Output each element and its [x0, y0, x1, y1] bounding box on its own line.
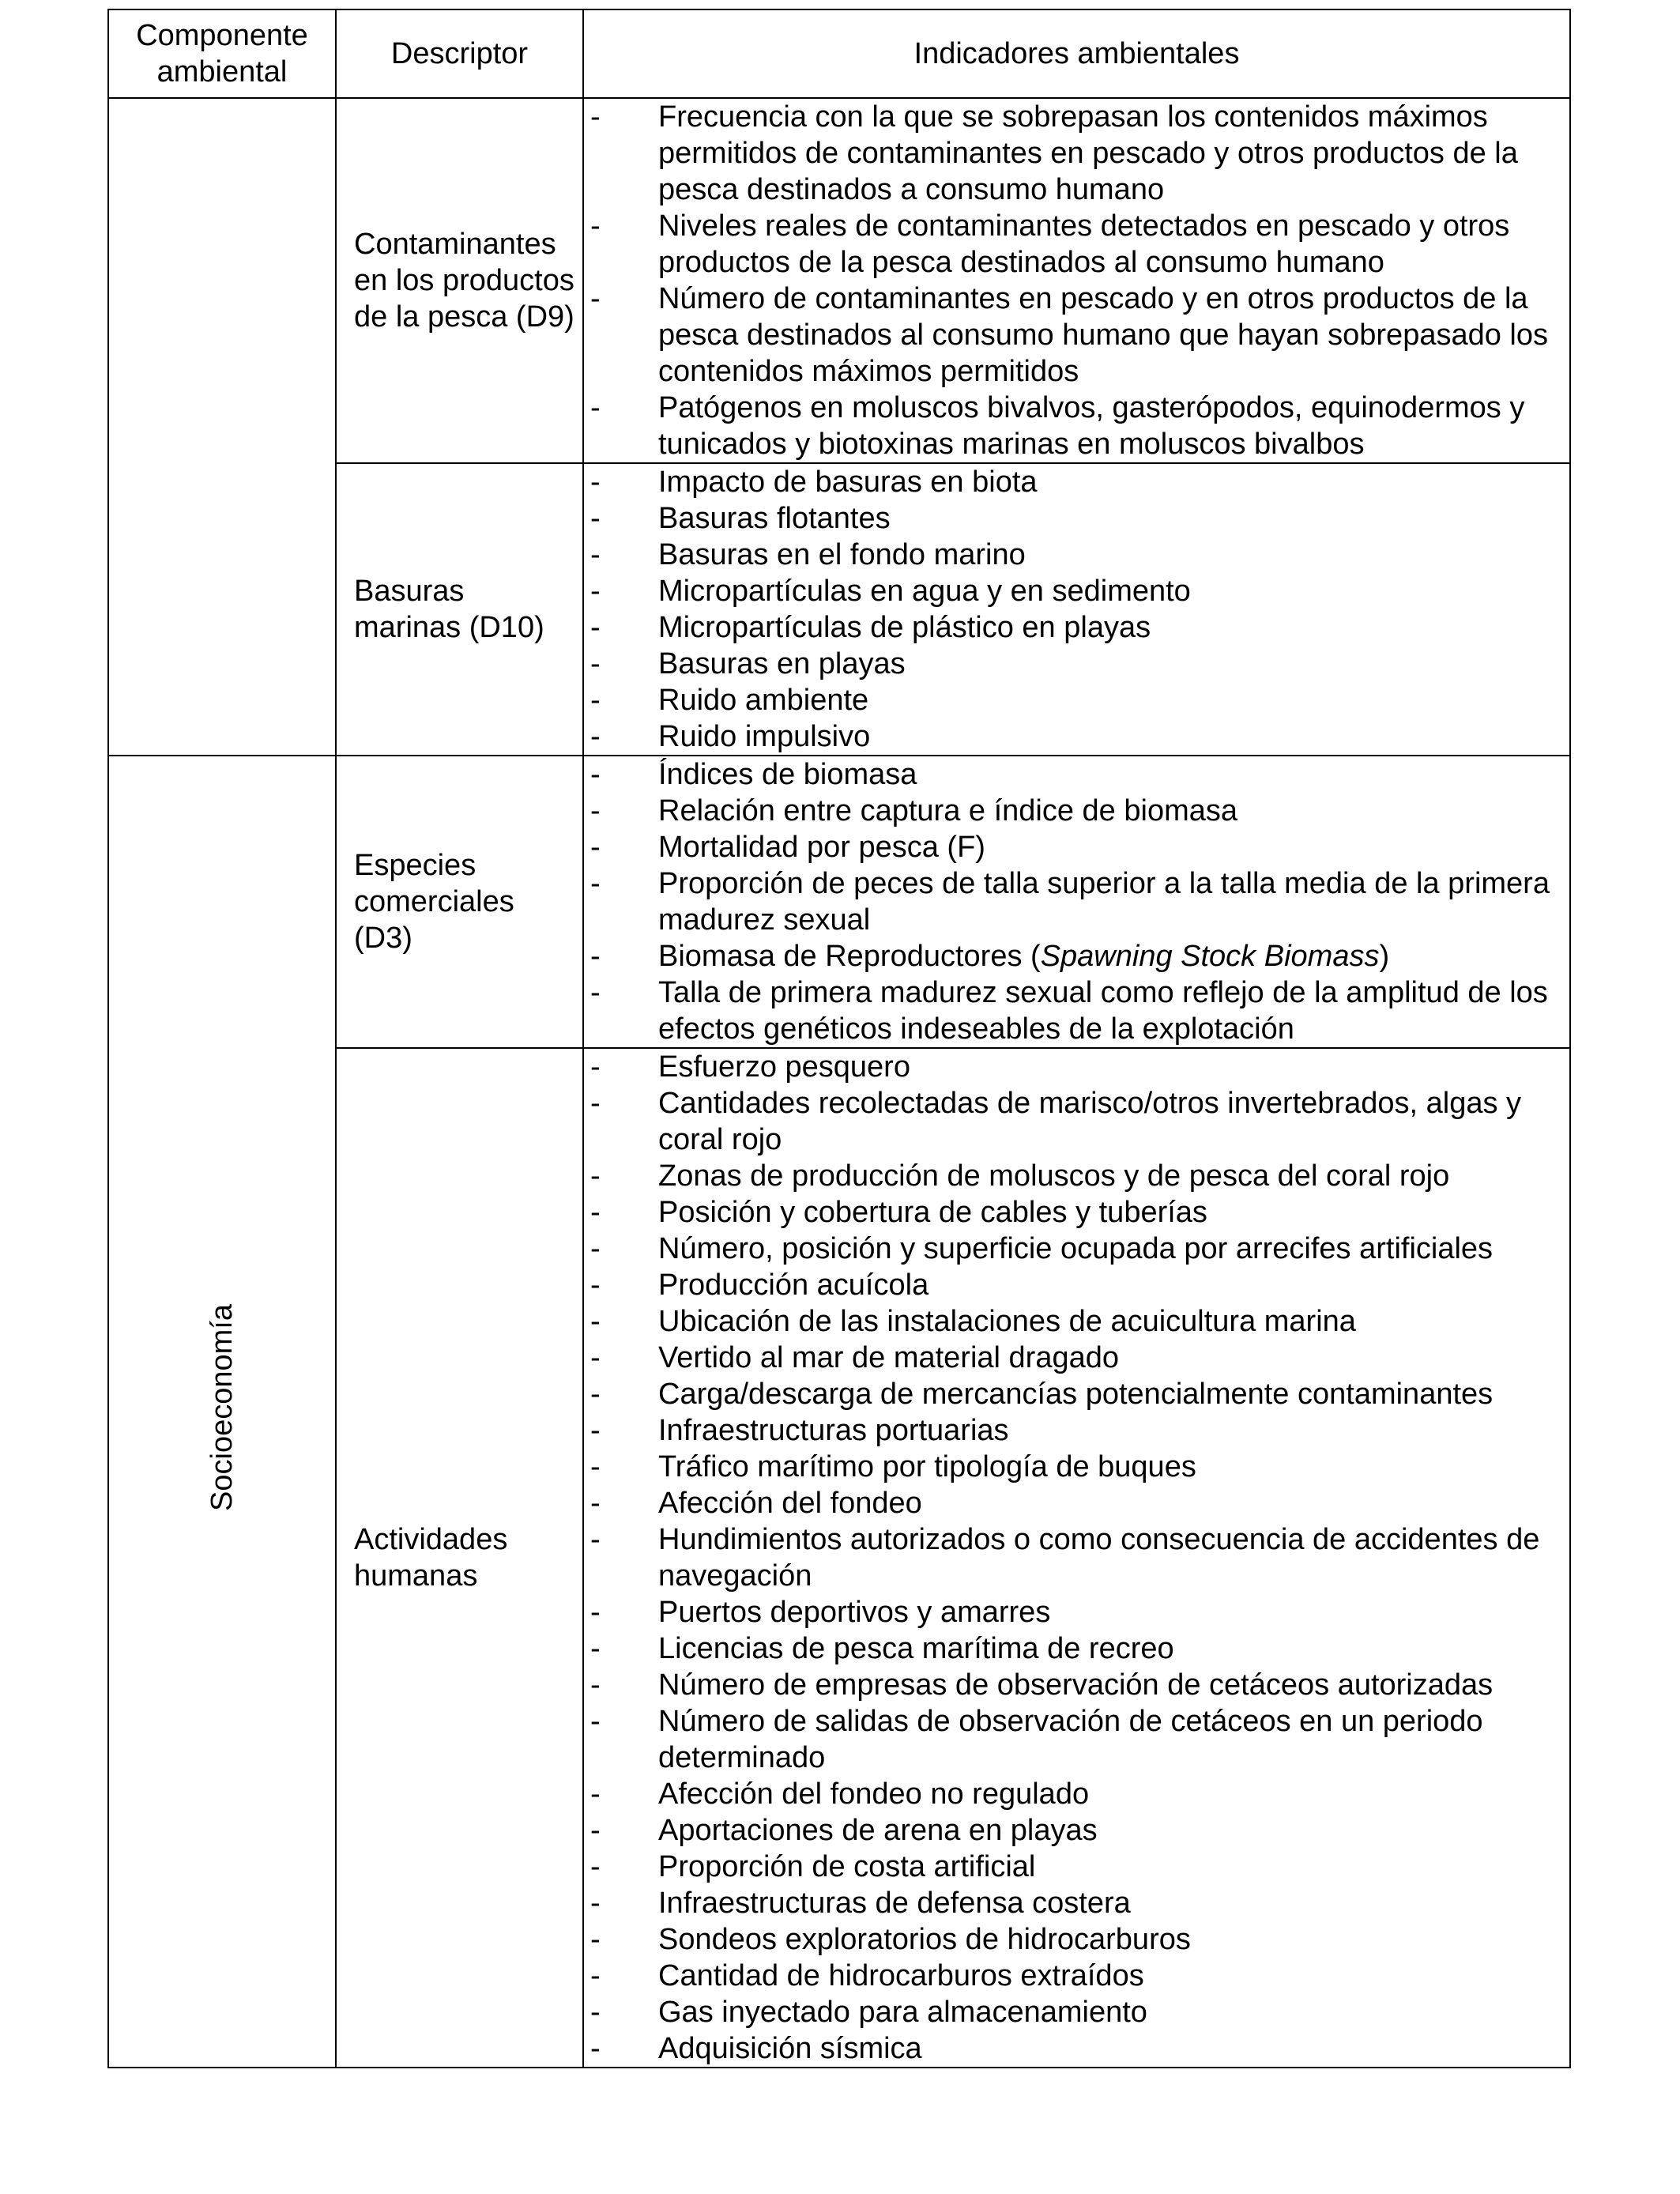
- list-item: - Hundimientos autorizados o como consecuencia de accidentes de navegación: [590, 1523, 1540, 1593]
- indicators-table: [107, 9, 1571, 2068]
- list-item: - Patógenos en moluscos bivalvos, gasterópodos, equinodermos y tunicados y biotoxinas marinas en moluscos bivalbos: [590, 391, 1525, 461]
- component-cell-socioeconomia: [108, 756, 336, 2068]
- list-item: - Afección del fondeo no regulado: [590, 1777, 1090, 1811]
- list-item: - Basuras en el fondo marino: [590, 538, 1026, 571]
- list-item: - Índices de biomasa: [590, 758, 917, 791]
- indicator-list: [584, 99, 1569, 462]
- list-item: - Ruido impulsivo: [590, 720, 871, 753]
- list-item: - Talla de primera madurez sexual como reflejo de la amplitud de los efectos genéticos indeseables de la explotación: [590, 976, 1548, 1046]
- list-item: - Afección del fondeo: [590, 1487, 922, 1520]
- list-item: - Ruido ambiente: [590, 684, 869, 717]
- list-item: - Niveles reales de contaminantes detectados en pescado y otros productos de la pesca destinados al consumo humano: [590, 209, 1510, 279]
- list-item: - Producción acuícola: [590, 1269, 929, 1302]
- table-header-row: [108, 9, 1570, 98]
- descriptor-cell: Contaminantes en los productos de la pesca (D9): [336, 98, 583, 463]
- list-item: - Proporción de costa artificial: [590, 1850, 1036, 1883]
- list-item: - Aportaciones de arena en playas: [590, 1814, 1098, 1847]
- list-item: - Ubicación de las instalaciones de acuicultura marina: [590, 1305, 1356, 1338]
- component-cell-empty: [108, 98, 336, 756]
- list-item: - Licencias de pesca marítima de recreo: [590, 1632, 1174, 1665]
- list-item: - Frecuencia con la que se sobrepasan los contenidos máximos permitidos de contaminantes en pescado y otros productos de la pesca destinados a consumo humano: [590, 100, 1518, 206]
- indicators-cell: [583, 1048, 1570, 2068]
- table-row: [108, 98, 1570, 463]
- list-item: - Esfuerzo pesquero: [590, 1050, 910, 1084]
- descriptor-cell: Basuras marinas (D10): [336, 463, 583, 756]
- component-label: Socioeconomía: [205, 1303, 239, 1511]
- list-item: - Tráfico marítimo por tipología de buques: [590, 1450, 1196, 1483]
- list-item: - Relación entre captura e índice de biomasa: [590, 794, 1238, 827]
- list-item: - Proporción de peces de talla superior a la talla media de la primera madurez sexual: [590, 867, 1550, 937]
- header-descriptor: Descriptor: [336, 9, 583, 98]
- list-item: - Gas inyectado para almacenamiento: [590, 1996, 1147, 2029]
- indicators-cell: [583, 463, 1570, 756]
- list-item: - Número de salidas de observación de cetáceos en un periodo determinado: [590, 1705, 1483, 1774]
- descriptor-cell: Especies comerciales (D3): [336, 756, 583, 1048]
- list-item: - Basuras en playas: [590, 647, 906, 680]
- descriptor-cell: Actividades humanas: [336, 1048, 583, 2068]
- list-item: - Mortalidad por pesca (F): [590, 831, 985, 864]
- list-item: - Vertido al mar de material dragado: [590, 1341, 1119, 1374]
- list-item: - Carga/descarga de mercancías potencialmente contaminantes: [590, 1378, 1494, 1411]
- header-componente: Componente ambiental: [108, 9, 336, 98]
- list-item: - Zonas de producción de moluscos y de pesca del coral rojo: [590, 1159, 1450, 1193]
- indicators-cell: [583, 756, 1570, 1048]
- header-indicadores: Indicadores ambientales: [583, 9, 1570, 98]
- list-item: - Infraestructuras de defensa costera: [590, 1887, 1131, 1920]
- italic-indicator: Biomasa de Reproductores (Spawning Stock Biomass): [658, 940, 1390, 973]
- list-item: - Cantidades recolectadas de marisco/otros invertebrados, algas y coral rojo: [590, 1087, 1522, 1156]
- list-item: - Micropartículas en agua y en sedimento: [590, 575, 1191, 608]
- list-item: - Número de empresas de observación de cetáceos autorizadas: [590, 1668, 1494, 1702]
- list-item: - Puertos deportivos y amarres: [590, 1596, 1051, 1629]
- table-row: [108, 756, 1570, 1048]
- list-item: - Infraestructuras portuarias: [590, 1414, 1009, 1447]
- list-item: - Número de contaminantes en pescado y en otros productos de la pesca destinados al consumo humano que hayan sobrepasado los contenidos máximos permitidos: [590, 282, 1548, 388]
- indicators-cell: [583, 98, 1570, 463]
- list-item: - Adquisición sísmica: [590, 2032, 922, 2065]
- list-item: - Impacto de basuras en biota: [590, 466, 1038, 499]
- list-item: - Micropartículas de plástico en playas: [590, 611, 1151, 644]
- list-item: - Número, posición y superficie ocupada por arrecifes artificiales: [590, 1232, 1494, 1265]
- indicator-list: [584, 464, 1569, 755]
- indicator-list: [584, 1049, 1569, 2067]
- list-item: - Biomasa de Reproductores (Spawning Stock Biomass): [590, 940, 1390, 973]
- indicator-list: [584, 756, 1569, 1047]
- list-item: - Posición y cobertura de cables y tuberías: [590, 1196, 1207, 1229]
- list-item: - Cantidad de hidrocarburos extraídos: [590, 1959, 1144, 1992]
- list-item: - Sondeos exploratorios de hidrocarburos: [590, 1923, 1191, 1956]
- list-item: - Basuras flotantes: [590, 502, 891, 535]
